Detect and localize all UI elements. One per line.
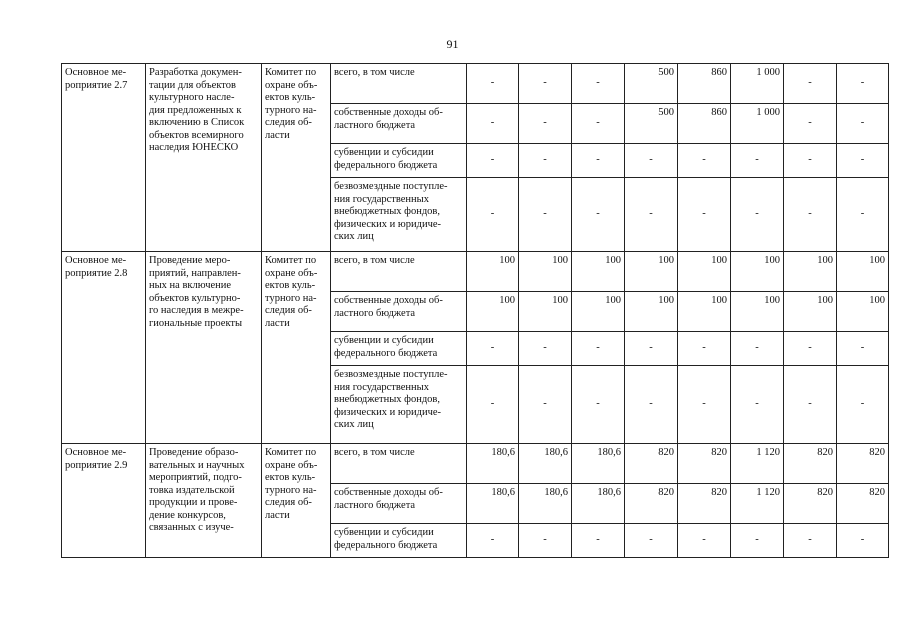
amount-cell bbox=[519, 366, 572, 444]
amount-cell bbox=[837, 524, 889, 558]
amount-cell bbox=[678, 104, 731, 144]
amount-cell bbox=[678, 64, 731, 104]
funding-source-cell bbox=[331, 64, 467, 104]
amount-cell bbox=[572, 292, 625, 332]
amount-value: 820 bbox=[711, 487, 727, 498]
amount-value: - bbox=[860, 117, 865, 129]
funding-source-cell bbox=[331, 444, 467, 484]
amount-cell bbox=[519, 292, 572, 332]
amount-cell bbox=[625, 484, 678, 524]
event-cell bbox=[62, 252, 146, 444]
amount-cell bbox=[678, 444, 731, 484]
amount-value: 100 bbox=[711, 255, 727, 266]
amount-value: - bbox=[649, 534, 653, 546]
amount-value: 1 000 bbox=[756, 67, 780, 78]
amount-value: - bbox=[490, 398, 495, 410]
amount-value: 100 bbox=[552, 295, 568, 306]
amount-cell bbox=[731, 484, 784, 524]
amount-value: 180,6 bbox=[544, 487, 568, 498]
amount-value: - bbox=[860, 342, 865, 354]
executor-text: Комитет по охране объ- ектов куль- турного на- следия об- ласти bbox=[265, 255, 318, 329]
amount-cell bbox=[784, 252, 837, 292]
amount-cell bbox=[625, 366, 678, 444]
description-text: Проведение образо- вательных и научных мероприятий, подго- товка издательской продукции и прове- дение конкурсов, связанных с изуче- bbox=[149, 447, 245, 533]
amount-cell bbox=[784, 444, 837, 484]
funding-source-label: собственные доходы об- ластного бюджета bbox=[334, 487, 443, 511]
amount-cell bbox=[625, 104, 678, 144]
amount-value: 820 bbox=[817, 487, 833, 498]
funding-source-label: субвенции и субсидии федерального бюджета bbox=[334, 335, 438, 359]
amount-value: 180,6 bbox=[544, 447, 568, 458]
amount-value: 180,6 bbox=[491, 487, 515, 498]
event-text: Основное ме- роприятие 2.9 bbox=[65, 447, 128, 471]
amount-cell bbox=[625, 252, 678, 292]
amount-value: 100 bbox=[817, 255, 833, 266]
amount-value: - bbox=[490, 208, 495, 220]
amount-value: 100 bbox=[552, 255, 568, 266]
event-text: Основное ме- роприятие 2.7 bbox=[65, 67, 128, 91]
funding-source-label: собственные доходы об- ластного бюджета bbox=[334, 295, 443, 319]
amount-cell bbox=[572, 178, 625, 252]
budget-table bbox=[61, 63, 889, 558]
amount-value: 500 bbox=[658, 67, 674, 78]
amount-cell bbox=[678, 178, 731, 252]
funding-source-label: субвенции и субсидии федерального бюджета bbox=[334, 527, 438, 551]
executor-cell bbox=[262, 64, 331, 252]
amount-cell bbox=[731, 444, 784, 484]
funding-source-label: всего, в том числе bbox=[334, 67, 415, 78]
amount-value: 860 bbox=[711, 107, 727, 118]
amount-value: 820 bbox=[869, 487, 885, 498]
executor-cell bbox=[262, 444, 331, 558]
funding-source-cell bbox=[331, 292, 467, 332]
description-text: Проведение меро- приятий, направлен- ных на включение объектов культурно- го наследия в межре- гиональные проекты bbox=[149, 255, 244, 329]
amount-cell bbox=[467, 444, 519, 484]
amount-value: - bbox=[649, 398, 653, 410]
amount-value: - bbox=[808, 534, 812, 546]
page-number: 91 bbox=[446, 37, 459, 51]
amount-value: 100 bbox=[869, 255, 885, 266]
executor-cell bbox=[262, 252, 331, 444]
amount-cell bbox=[467, 144, 519, 178]
amount-value: 1 000 bbox=[756, 107, 780, 118]
amount-cell bbox=[837, 366, 889, 444]
amount-cell bbox=[467, 524, 519, 558]
amount-cell bbox=[625, 64, 678, 104]
funding-source-label: собственные доходы об- ластного бюджета bbox=[334, 107, 443, 131]
amount-cell bbox=[519, 484, 572, 524]
amount-cell bbox=[837, 252, 889, 292]
funding-source-cell bbox=[331, 484, 467, 524]
amount-value: 820 bbox=[869, 447, 885, 458]
event-text: Основное ме- роприятие 2.8 bbox=[65, 255, 128, 279]
amount-cell bbox=[467, 366, 519, 444]
amount-cell bbox=[467, 484, 519, 524]
amount-value: - bbox=[860, 77, 865, 89]
description-text: Разработка докумен- тации для объектов культурного насле- дия предложенных к включению в Список объектов всемирного наследия ЮНЕСКО bbox=[149, 67, 245, 153]
amount-value: 820 bbox=[658, 447, 674, 458]
amount-value: - bbox=[543, 77, 547, 89]
amount-cell bbox=[625, 292, 678, 332]
amount-value: - bbox=[755, 342, 759, 354]
amount-value: 820 bbox=[817, 447, 833, 458]
amount-value: - bbox=[808, 208, 812, 220]
amount-value: - bbox=[860, 398, 865, 410]
amount-cell bbox=[837, 64, 889, 104]
amount-cell bbox=[519, 178, 572, 252]
amount-cell bbox=[572, 332, 625, 366]
amount-cell bbox=[467, 252, 519, 292]
amount-cell bbox=[625, 332, 678, 366]
funding-source-label: безвозмездные поступле- ния государственных внебюджетных фондов, физических и юридиче- ских лиц bbox=[334, 369, 448, 430]
amount-value: - bbox=[808, 342, 812, 354]
amount-value: - bbox=[755, 208, 759, 220]
amount-cell bbox=[572, 366, 625, 444]
amount-cell bbox=[678, 292, 731, 332]
amount-cell bbox=[784, 332, 837, 366]
amount-cell bbox=[731, 178, 784, 252]
amount-cell bbox=[519, 444, 572, 484]
event-cell bbox=[62, 444, 146, 558]
funding-source-cell bbox=[331, 332, 467, 366]
amount-value: 860 bbox=[711, 67, 727, 78]
amount-cell bbox=[467, 64, 519, 104]
amount-cell bbox=[784, 144, 837, 178]
amount-value: 1 120 bbox=[756, 447, 780, 458]
amount-value: - bbox=[596, 154, 600, 166]
amount-value: 100 bbox=[499, 255, 515, 266]
amount-cell bbox=[519, 524, 572, 558]
amount-value: - bbox=[808, 398, 812, 410]
amount-value: - bbox=[596, 342, 600, 354]
funding-source-label: безвозмездные поступле- ния государственных внебюджетных фондов, физических и юридиче- ских лиц bbox=[334, 181, 448, 242]
amount-cell bbox=[572, 252, 625, 292]
amount-value: 820 bbox=[658, 487, 674, 498]
amount-value: - bbox=[596, 208, 600, 220]
funding-source-cell bbox=[331, 252, 467, 292]
amount-cell bbox=[519, 332, 572, 366]
amount-value: 100 bbox=[817, 295, 833, 306]
amount-value: - bbox=[649, 154, 653, 166]
amount-value: - bbox=[490, 534, 495, 546]
amount-cell bbox=[519, 64, 572, 104]
amount-cell bbox=[837, 104, 889, 144]
amount-cell bbox=[625, 178, 678, 252]
funding-source-cell bbox=[331, 144, 467, 178]
amount-cell bbox=[678, 252, 731, 292]
amount-cell bbox=[784, 292, 837, 332]
amount-cell bbox=[731, 144, 784, 178]
amount-value: - bbox=[543, 208, 547, 220]
amount-value: - bbox=[596, 534, 600, 546]
amount-value: 100 bbox=[764, 255, 780, 266]
amount-value: 820 bbox=[711, 447, 727, 458]
amount-value: 100 bbox=[605, 295, 621, 306]
amount-value: - bbox=[649, 342, 653, 354]
amount-cell bbox=[625, 444, 678, 484]
amount-value: 100 bbox=[605, 255, 621, 266]
amount-cell bbox=[678, 366, 731, 444]
amount-cell bbox=[837, 332, 889, 366]
amount-value: - bbox=[490, 117, 495, 129]
amount-value: - bbox=[755, 534, 759, 546]
amount-cell bbox=[678, 332, 731, 366]
amount-cell bbox=[837, 444, 889, 484]
amount-cell bbox=[731, 292, 784, 332]
funding-source-label: всего, в том числе bbox=[334, 447, 415, 458]
amount-value: - bbox=[596, 117, 600, 129]
amount-value: - bbox=[490, 154, 495, 166]
amount-value: 100 bbox=[499, 295, 515, 306]
amount-cell bbox=[784, 524, 837, 558]
amount-cell bbox=[784, 484, 837, 524]
table-row bbox=[62, 252, 889, 292]
table-row bbox=[62, 64, 889, 104]
amount-cell bbox=[731, 64, 784, 104]
amount-value: - bbox=[702, 154, 706, 166]
amount-cell bbox=[467, 178, 519, 252]
amount-cell bbox=[678, 524, 731, 558]
funding-source-cell bbox=[331, 178, 467, 252]
amount-value: - bbox=[543, 534, 547, 546]
amount-value: - bbox=[702, 208, 706, 220]
amount-value: - bbox=[543, 154, 547, 166]
amount-cell bbox=[572, 104, 625, 144]
amount-cell bbox=[731, 252, 784, 292]
amount-value: 100 bbox=[711, 295, 727, 306]
amount-cell bbox=[572, 444, 625, 484]
event-cell bbox=[62, 64, 146, 252]
amount-cell bbox=[678, 144, 731, 178]
amount-cell bbox=[784, 178, 837, 252]
amount-cell bbox=[467, 104, 519, 144]
amount-value: 180,6 bbox=[597, 487, 621, 498]
amount-cell bbox=[784, 366, 837, 444]
amount-cell bbox=[837, 178, 889, 252]
amount-value: - bbox=[596, 398, 600, 410]
amount-value: - bbox=[543, 342, 547, 354]
amount-cell bbox=[572, 144, 625, 178]
amount-value: - bbox=[490, 342, 495, 354]
amount-value: 1 120 bbox=[756, 487, 780, 498]
amount-value: 100 bbox=[764, 295, 780, 306]
funding-source-cell bbox=[331, 524, 467, 558]
amount-value: - bbox=[702, 342, 706, 354]
description-cell bbox=[146, 252, 262, 444]
funding-source-cell bbox=[331, 104, 467, 144]
amount-value: 180,6 bbox=[597, 447, 621, 458]
description-cell bbox=[146, 64, 262, 252]
amount-cell bbox=[837, 144, 889, 178]
funding-source-label: субвенции и субсидии федерального бюджета bbox=[334, 147, 438, 171]
amount-value: 100 bbox=[869, 295, 885, 306]
amount-cell bbox=[467, 332, 519, 366]
amount-value: - bbox=[702, 534, 706, 546]
amount-value: - bbox=[596, 77, 600, 89]
amount-value: - bbox=[490, 77, 495, 89]
amount-cell bbox=[731, 366, 784, 444]
amount-value: - bbox=[860, 208, 865, 220]
amount-value: 100 bbox=[658, 255, 674, 266]
amount-value: - bbox=[860, 154, 865, 166]
amount-value: - bbox=[702, 398, 706, 410]
amount-cell bbox=[731, 332, 784, 366]
amount-cell bbox=[625, 524, 678, 558]
amount-cell bbox=[731, 104, 784, 144]
amount-value: - bbox=[755, 154, 759, 166]
amount-value: - bbox=[860, 534, 865, 546]
amount-cell bbox=[678, 484, 731, 524]
funding-source-cell bbox=[331, 366, 467, 444]
amount-cell bbox=[625, 144, 678, 178]
amount-cell bbox=[572, 64, 625, 104]
amount-value: - bbox=[808, 154, 812, 166]
executor-text: Комитет по охране объ- ектов куль- турного на- следия об- ласти bbox=[265, 447, 318, 521]
amount-value: 100 bbox=[658, 295, 674, 306]
amount-cell bbox=[731, 524, 784, 558]
amount-value: - bbox=[808, 117, 812, 129]
amount-cell bbox=[572, 524, 625, 558]
amount-value: - bbox=[649, 208, 653, 220]
amount-value: - bbox=[808, 77, 812, 89]
amount-cell bbox=[519, 252, 572, 292]
amount-cell bbox=[519, 144, 572, 178]
amount-cell bbox=[519, 104, 572, 144]
amount-cell bbox=[467, 292, 519, 332]
description-cell bbox=[146, 444, 262, 558]
amount-value: - bbox=[543, 117, 547, 129]
amount-value: - bbox=[755, 398, 759, 410]
amount-value: 500 bbox=[658, 107, 674, 118]
amount-cell bbox=[572, 484, 625, 524]
amount-cell bbox=[837, 484, 889, 524]
amount-cell bbox=[784, 104, 837, 144]
amount-cell bbox=[784, 64, 837, 104]
amount-cell bbox=[837, 292, 889, 332]
amount-value: - bbox=[543, 398, 547, 410]
executor-text: Комитет по охране объ- ектов куль- турного на- следия об- ласти bbox=[265, 67, 318, 141]
amount-value: 180,6 bbox=[491, 447, 515, 458]
table-row bbox=[62, 444, 889, 484]
funding-source-label: всего, в том числе bbox=[334, 255, 415, 266]
